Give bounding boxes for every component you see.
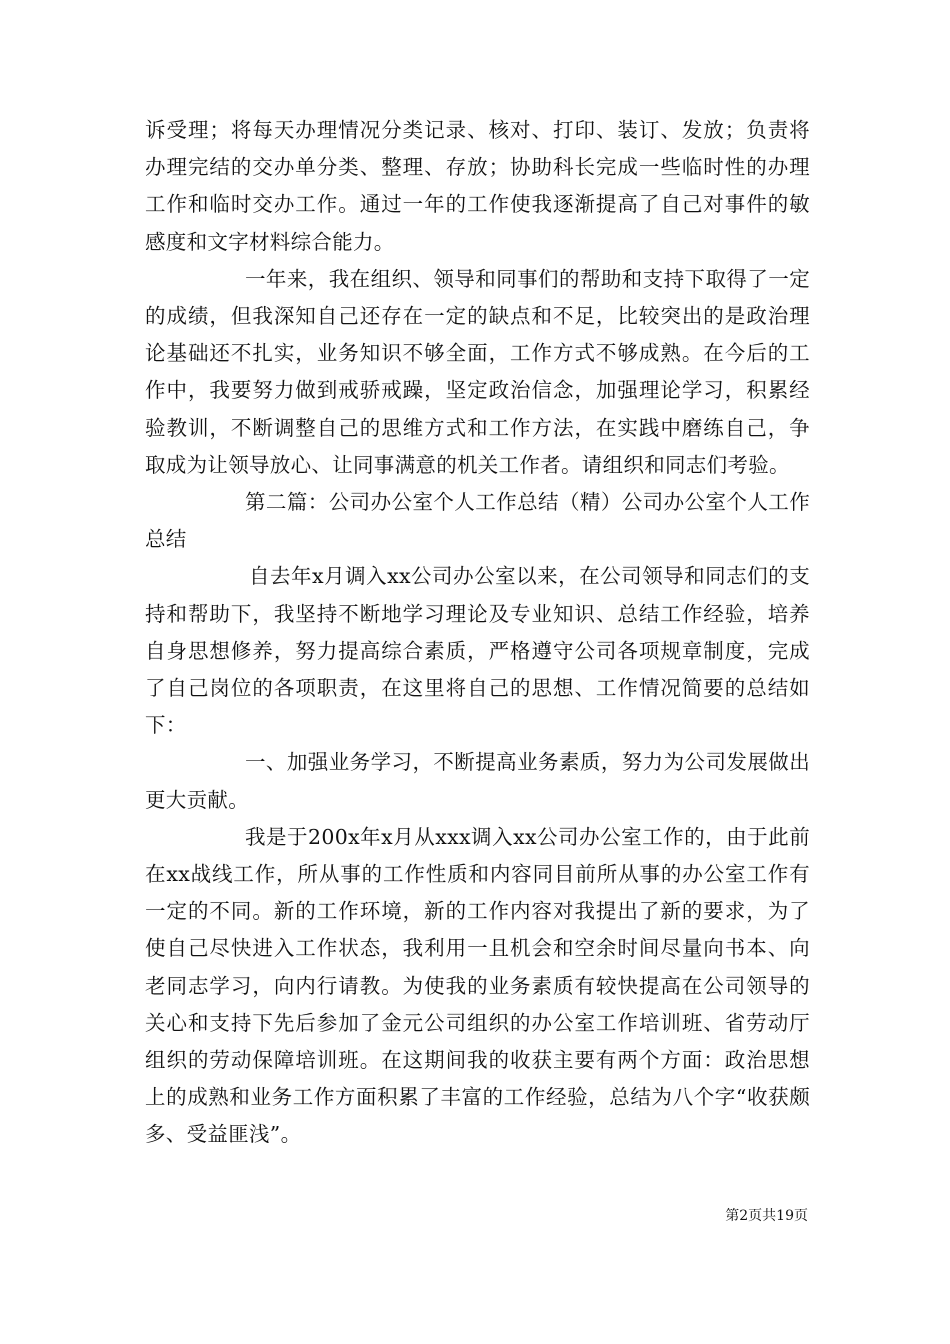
paragraph-intro: 自去年x月调入xx公司办公室以来，在公司领导和同志们的支持和帮助下，我坚持不断地学习理论及专业知识、总结工作经验，培养自身思想修养，努力提高综合素质，严格遵守公司各项规章制度，完成了自己岗位的各项职责，在这里将自己的思想、工作情况简要的总结如下： — [145, 564, 810, 738]
paragraph-summary: 一年来，我在组织、领导和同事们的帮助和支持下取得了一定的成绩，但我深知自己还存在一定的缺点和不足，比较突出的是政治理论基础还不扎实，业务知识不够全面，工作方式不够成熟。在今后的工作中，我要努力做到戒骄戒躁，坚定政治信念，加强理论学习，积累经验教训，不断调整自己的思维方式和工作方法，在实践中磨练自己，争取成为让领导放心、让同事满意的机关工作者。请组织和同志们考验。 — [145, 266, 810, 477]
subsection-heading: 一、加强业务学习，不断提高业务素质，努力为公司发展做出更大贡献。 — [145, 750, 810, 812]
section-heading: 第二篇：公司办公室个人工作总结（精）公司办公室个人工作总结 — [145, 490, 810, 552]
page-number-footer: 第2页共19页 — [725, 1208, 808, 1224]
document-body — [145, 112, 810, 1242]
paragraph-body: 我是于200x年x月从xxx调入xx公司办公室工作的，由于此前在xx战线工作，所从事的工作性质和内容同目前所从事的办公室工作有一定的不同。新的工作环境，新的工作内容对我提出了新的要求，为了使自己尽快进入工作状态，我利用一且机会和空余时间尽量向书本、向老同志学习，向内行请教。为使我的业务素质有较快提高在公司领导的关心和支持下先后参加了金元公司组织的办公室工作培训班、省劳动厅组织的劳动保障培训班。在这期间我的收获主要有两个方面：政治思想上的成熟和业务工作方面积累了丰富的工作经验，总结为八个字“收获颇多、受益匪浅”。 — [145, 824, 810, 1147]
paragraph-continuation: 诉受理；将每天办理情况分类记录、核对、打印、装订、发放；负责将办理完结的交办单分类、整理、存放；协助科长完成一些临时性的办理工作和临时交办工作。通过一年的工作使我逐渐提高了自己对事件的敏感度和文字材料综合能力。 — [145, 118, 810, 254]
